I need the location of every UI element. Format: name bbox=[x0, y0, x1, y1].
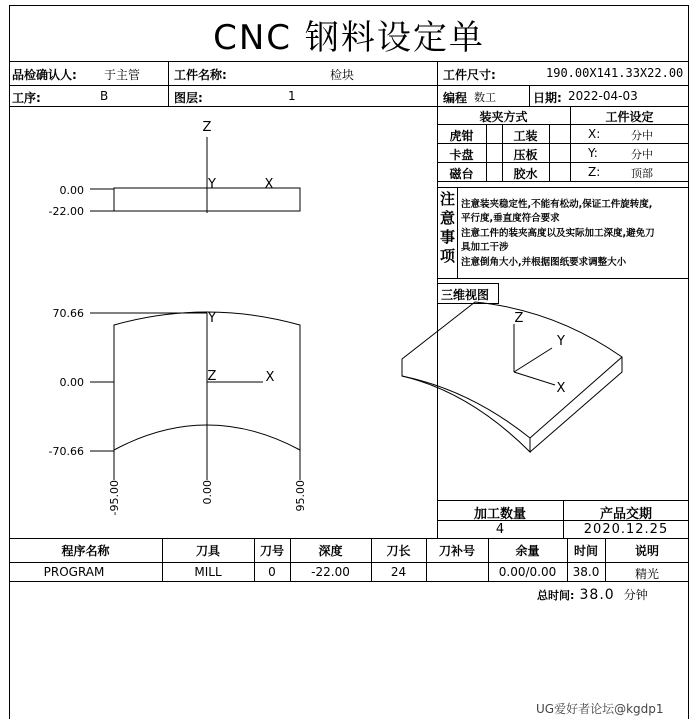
top-dim-y-bottom: -70.66 bbox=[48, 445, 84, 458]
side-x-label: X bbox=[264, 177, 274, 192]
notes-title-char: 意 bbox=[439, 209, 455, 227]
setting-x-label: X: bbox=[588, 127, 601, 141]
table-cell-tool: MILL bbox=[194, 565, 222, 579]
iso-top-face bbox=[402, 302, 622, 438]
top-dim-y-top: 70.66 bbox=[52, 307, 84, 320]
setting-y-value: 分中 bbox=[631, 148, 653, 161]
table-header: 刀长 bbox=[386, 544, 411, 558]
note-line: 平行度,垂直度符合要求 bbox=[461, 213, 560, 224]
side-y-label: Y bbox=[208, 177, 216, 192]
top-view bbox=[90, 312, 300, 480]
table-header: 深度 bbox=[318, 544, 343, 558]
top-y-label: Y bbox=[208, 311, 216, 326]
date-value: 2022-04-03 bbox=[568, 89, 638, 103]
note-line: 注意装夹稳定性,不能有松动,保证工件旋转度, bbox=[461, 199, 653, 210]
table-header: 余量 bbox=[515, 544, 540, 558]
workpiece-setting-title: 工件设定 bbox=[605, 110, 654, 124]
total-time-value: 38.0 bbox=[579, 587, 615, 603]
clamping-title: 装夹方式 bbox=[479, 110, 528, 124]
iso-front-face bbox=[402, 376, 530, 452]
programmer-label: 编程 bbox=[443, 91, 468, 105]
process-label: 工序: bbox=[12, 91, 41, 105]
total-time-unit: 分钟 bbox=[623, 588, 648, 602]
top-z-label: Z bbox=[207, 369, 217, 384]
iso-side-face bbox=[530, 357, 622, 452]
notes-title-char: 项 bbox=[439, 247, 455, 265]
top-dim-x-left: -95.00 bbox=[108, 480, 121, 516]
table-cell-tool-length: 24 bbox=[390, 565, 407, 579]
setting-x-value: 分中 bbox=[631, 129, 653, 142]
clamp-magnetic: 磁台 bbox=[449, 167, 474, 181]
delivery-label: 产品交期 bbox=[599, 507, 652, 522]
size-label: 工件尺寸: bbox=[443, 68, 496, 82]
table-header: 时间 bbox=[573, 544, 598, 558]
layer-label: 图层: bbox=[174, 91, 203, 105]
setting-z-value: 顶部 bbox=[631, 167, 653, 180]
quantity-label: 加工数量 bbox=[473, 507, 526, 522]
note-line: 注意倒角大小,并根据图纸要求调整大小 bbox=[461, 257, 627, 268]
programmer-value: 数工 bbox=[474, 91, 496, 104]
part-name-value: 检块 bbox=[330, 68, 355, 82]
table-header: 刀号 bbox=[259, 544, 284, 558]
note-line: 具加工干涉 bbox=[461, 242, 509, 253]
inspector-label: 品检确认人: bbox=[12, 68, 77, 82]
inspector-value: 于主管 bbox=[104, 68, 141, 82]
iso-y-axis bbox=[514, 348, 552, 372]
clamp-fixture: 工装 bbox=[513, 129, 538, 143]
clamp-plate: 压板 bbox=[513, 148, 538, 162]
clamp-chuck: 卡盘 bbox=[449, 148, 474, 162]
iso-view bbox=[402, 302, 622, 452]
table-cell-depth: -22.00 bbox=[311, 565, 350, 579]
note-line: 注意工件的装夹高度以及实际加工深度,避免刀 bbox=[461, 228, 655, 239]
side-view bbox=[90, 137, 300, 213]
iso-y-label: Y bbox=[557, 334, 565, 349]
notes-title-char: 事 bbox=[439, 228, 455, 246]
top-x-label: X bbox=[265, 370, 275, 385]
top-dim-y-mid: 0.00 bbox=[59, 376, 84, 389]
process-value: B bbox=[100, 89, 109, 103]
setting-y-label: Y: bbox=[588, 146, 598, 160]
top-dim-x-mid: 0.00 bbox=[201, 480, 214, 505]
side-dim-top: 0.00 bbox=[59, 184, 84, 197]
table-header: 说明 bbox=[634, 544, 659, 558]
layer-value: 1 bbox=[288, 89, 296, 103]
watermark: UG爱好者论坛@kgdp1 bbox=[536, 702, 664, 716]
table-cell-time: 38.0 bbox=[572, 565, 600, 579]
side-z-label: Z bbox=[202, 120, 212, 135]
total-time-label: 总时间: bbox=[537, 589, 575, 602]
iso-x-label: X bbox=[556, 381, 566, 396]
table-cell-note: 精光 bbox=[634, 567, 659, 581]
notes-title-char: 注 bbox=[439, 190, 455, 208]
top-dim-x-right: 95.00 bbox=[294, 480, 307, 512]
page-title: CNC 钢料设定单 bbox=[213, 18, 485, 58]
table-cell-program: PROGRAM bbox=[43, 565, 105, 579]
side-dim-bottom: -22.00 bbox=[48, 205, 84, 218]
clamp-glue: 胶水 bbox=[513, 167, 538, 181]
table-cell-tool-no: 0 bbox=[268, 565, 276, 579]
size-value: 190.00X141.33X22.00 bbox=[546, 66, 684, 80]
delivery-value: 2020.12.25 bbox=[583, 522, 669, 537]
date-label: 日期: bbox=[533, 91, 562, 105]
iso-z-label: Z bbox=[514, 311, 524, 326]
clamp-vise: 虎钳 bbox=[449, 129, 474, 143]
quantity-value: 4 bbox=[495, 522, 505, 537]
table-header: 刀具 bbox=[195, 544, 220, 558]
iso-x-axis bbox=[514, 372, 555, 385]
part-name-label: 工件名称: bbox=[174, 68, 227, 82]
table-header: 刀补号 bbox=[438, 544, 475, 558]
view3d-label: 三维视图 bbox=[441, 288, 490, 302]
table-cell-allowance: 0.00/0.00 bbox=[498, 565, 557, 579]
setting-z-label: Z: bbox=[588, 165, 601, 179]
table-header: 程序名称 bbox=[61, 544, 110, 558]
